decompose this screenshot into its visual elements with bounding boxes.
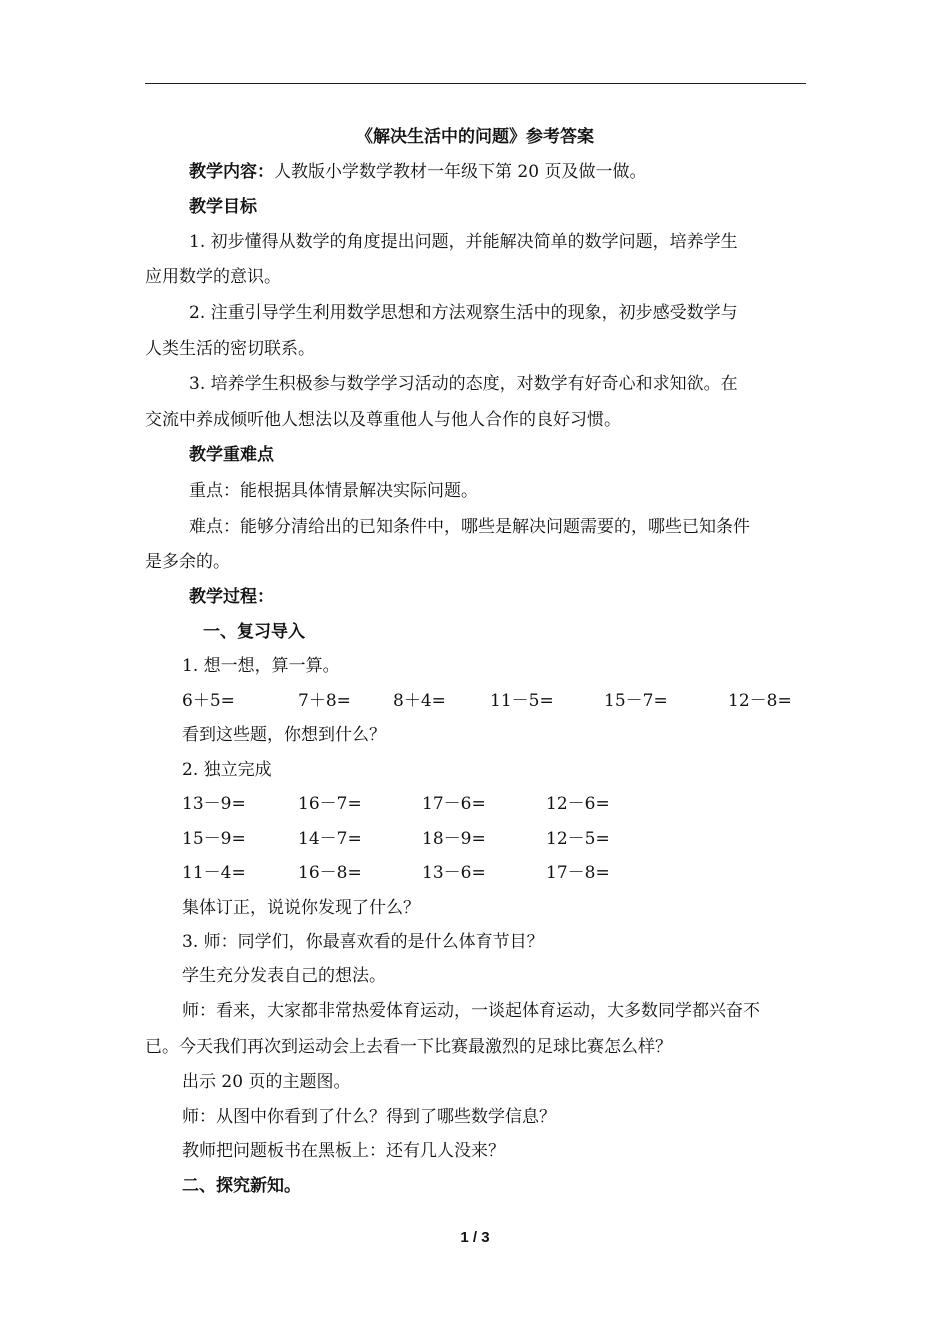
equation: 16－7=	[298, 794, 362, 814]
show-figure: 出示 20 页的主题图。	[182, 1072, 351, 1092]
equation: 18－9=	[422, 829, 486, 849]
equation: 6＋5=	[182, 691, 235, 711]
teacher-line-2: 已。今天我们再次到运动会上去看一下比赛最激烈的足球比赛怎么样？	[145, 1037, 672, 1057]
goals-heading: 教学目标	[189, 197, 257, 217]
equation: 14－7=	[298, 829, 362, 849]
equation: 12－6=	[546, 794, 610, 814]
item-1: 1. 想一想，算一算。	[182, 656, 340, 676]
equation: 15－7=	[604, 691, 668, 711]
item-2: 2. 独立完成	[182, 760, 272, 780]
equation: 12－5=	[546, 829, 610, 849]
equation: 8＋4=	[393, 691, 446, 711]
question-1: 看到这些题，你想到什么？	[182, 725, 386, 745]
content-line	[189, 161, 646, 183]
process-heading: 教学过程：	[189, 587, 274, 607]
equation: 11－4=	[182, 863, 246, 883]
students-response: 学生充分发表自己的想法。	[182, 966, 386, 986]
goal-2-line-1: 2. 注重引导学生利用数学思想和方法观察生活中的现象，初步感受数学与	[189, 303, 738, 323]
content-text: 人教版小学数学教材一年级下第 20 页及做一做。	[274, 162, 647, 182]
equation: 7＋8=	[298, 691, 351, 711]
equation: 17－6=	[422, 794, 486, 814]
equation: 15－9=	[182, 829, 246, 849]
item-3: 3. 师：同学们，你最喜欢看的是什么体育节目？	[182, 932, 544, 952]
goal-3-line-2: 交流中养成倾听他人想法以及尊重他人与他人合作的良好习惯。	[145, 410, 621, 430]
section-1-heading: 一、复习导入	[203, 622, 305, 642]
difficulty-line-1: 难点：能够分清给出的已知条件中，哪些是解决问题需要的，哪些已知条件	[189, 517, 750, 537]
goal-2-line-2: 人类生活的密切联系。	[145, 339, 315, 359]
equation: 12－8=	[728, 691, 792, 711]
equation: 11－5=	[490, 691, 554, 711]
teacher-question: 师：从图中你看到了什么？得到了哪些数学信息？	[182, 1107, 556, 1127]
equation: 13－9=	[182, 794, 246, 814]
section-2-heading: 二、探究新知。	[182, 1176, 301, 1196]
equation: 17－8=	[546, 863, 610, 883]
keypoints-heading: 教学重难点	[189, 445, 274, 465]
equation: 16－8=	[298, 863, 362, 883]
goal-3-line-1: 3. 培养学生积极参与数学学习活动的态度，对数学有好奇心和求知欲。在	[189, 374, 738, 394]
content-label: 教学内容：	[189, 162, 274, 182]
board-note: 教师把问题板书在黑板上：还有几人没来？	[182, 1141, 505, 1161]
page-number: 1 / 3	[460, 1229, 490, 1246]
difficulty-line-2: 是多余的。	[145, 552, 230, 572]
key-point: 重点：能根据具体情景解决实际问题。	[189, 481, 478, 501]
equation: 13－6=	[422, 863, 486, 883]
header-rule	[145, 83, 806, 84]
goal-1-line-1: 1. 初步懂得从数学的角度提出问题，并能解决简单的数学问题，培养学生	[189, 232, 738, 252]
question-2: 集体订正，说说你发现了什么？	[182, 898, 420, 918]
teacher-line-1: 师：看来，大家都非常热爱体育运动，一谈起体育运动，大多数同学都兴奋不	[182, 1001, 760, 1021]
goal-1-line-2: 应用数学的意识。	[145, 267, 281, 287]
document-title: 《解决生活中的问题》参考答案	[356, 127, 594, 147]
